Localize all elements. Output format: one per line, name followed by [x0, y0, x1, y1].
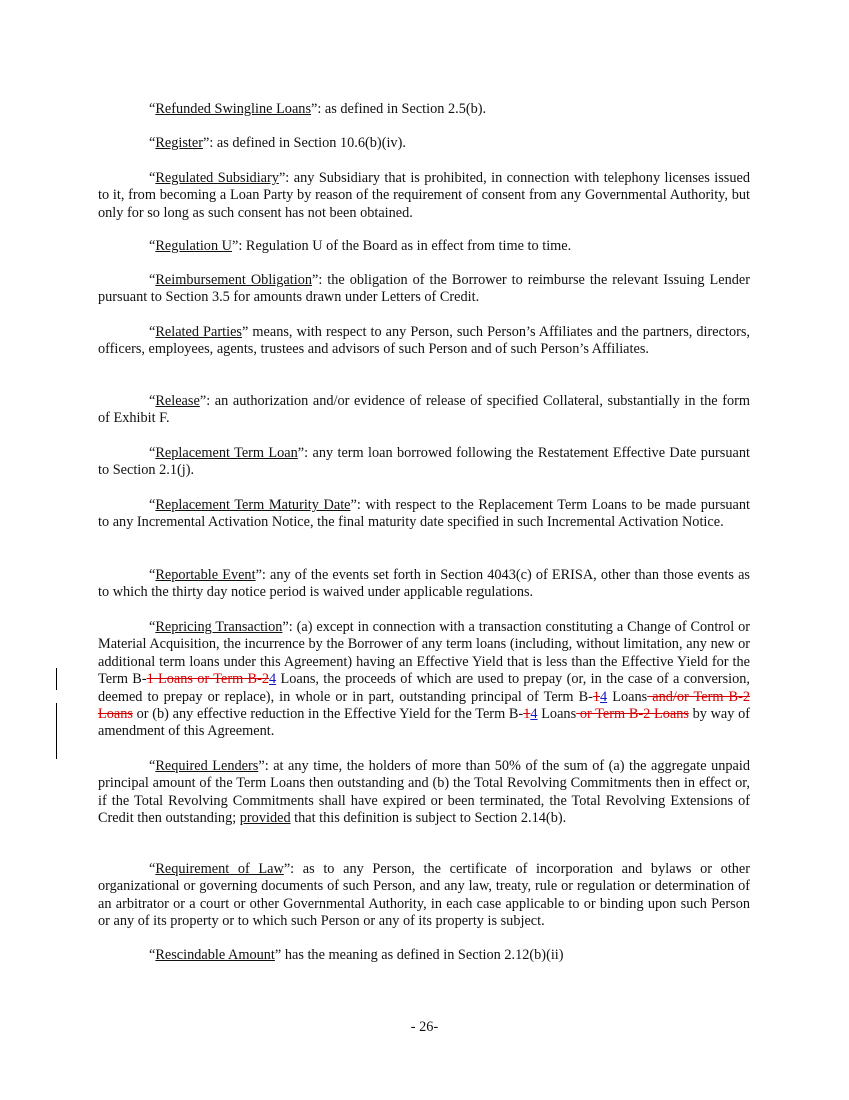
definition-refunded-swingline-loans: “Refunded Swingline Loans”: as defined in Section 2.5(b). — [149, 101, 487, 117]
deleted-text: or Term B-2 Loans — [576, 706, 689, 723]
inserted-text: 4 — [269, 671, 277, 688]
inserted-text: 4 — [530, 706, 538, 723]
defined-term: Replacement Term Loan — [155, 445, 298, 461]
change-bar — [56, 703, 57, 759]
definition-repricing-transaction: “Repricing Transaction”: (a) except in connection with a transaction constituting a Change of Control or Material Acquisition, the incurrence by the Borrower of any term loans (including, without limitation, any new or additional term loans under this Agreement) having an Effective Yield that is less than the Effective Yield for the Term B-1 Loans or Term B-24 Loans, the proceeds of which are used to prepay (or, in the case of a conversion, deemed to prepay or replace), in whole or in part, outstanding principal of Term B-14 Loans and/or Term B-2 Loans or (b) any effective reduction in the Effective Yield for the Term B-14 Loans or Term B-2 Loans by way of amendment of this Agreement. — [98, 619, 751, 740]
defined-term: Related Parties — [155, 324, 242, 340]
page-number: - 26- — [410, 1019, 439, 1035]
definition-required-lenders: “Required Lenders”: at any time, the holders of more than 50% of the sum of (a) the aggregate unpaid principal amount of the Term Loans then outstanding and (b) the Total Revolving Commitments then in effect or, if the Total Revolving Commitments shall have expired or been terminated, the Total Revolving Extensions of Credit then outstanding; provided that this definition is subject to Section 2.14(b). — [98, 758, 751, 827]
definition-replacement-term-maturity-date: “Replacement Term Maturity Date”: with respect to the Replacement Term Loans to be made pursuant to any Incremental Activation Notice, the final maturity date specified in such Incremental Activation Notice. — [98, 497, 751, 531]
inserted-text: 4 — [600, 688, 608, 705]
defined-term: Reportable Event — [155, 567, 256, 583]
defined-term: Release — [155, 393, 200, 409]
change-bar — [56, 668, 57, 690]
definition-regulated-subsidiary: “Regulated Subsidiary”: any Subsidiary that is prohibited, in connection with telephony licenses issued to it, from becoming a Loan Party by reason of the requirement of consent from any Governmental Authority, but only for so long as such consent has not been obtained. — [98, 170, 750, 221]
definition-rescindable-amount: “Rescindable Amount” has the meaning as defined in Section 2.12(b)(ii) — [149, 947, 564, 963]
proviso-term: provided — [239, 810, 291, 827]
definition-reportable-event: “Reportable Event”: any of the events set forth in Section 4043(c) of ERISA, other than those events as to which the thirty day notice period is waived under applicable regulations. — [98, 567, 750, 601]
defined-term: Regulated Subsidiary — [155, 170, 279, 186]
defined-term: Reimbursement Obligation — [155, 272, 312, 288]
deleted-text: 1 — [523, 706, 531, 723]
deleted-text: 1 — [592, 688, 601, 705]
definition-related-parties: “Related Parties” means, with respect to any Person, such Person’s Affiliates and the partners, directors, officers, employees, agents, trustees and advisors of such Person and of such Person’s Affiliates. — [98, 324, 750, 358]
definition-requirement-of-law: “Requirement of Law”: as to any Person, the certificate of incorporation and bylaws or other organizational or governing documents of such Person, and any law, treaty, rule or regulation or determination of an arbitrator or a court or other Governmental Authority, in each case applicable to or binding upon such Person or any of its property or to which such Person or any of its property is subject. — [98, 861, 750, 930]
definition-replacement-term-loan: “Replacement Term Loan”: any term loan borrowed following the Restatement Effective Date pursuant to Section 2.1(j). — [98, 445, 750, 479]
defined-term: Regulation U — [155, 238, 232, 254]
defined-term: Refunded Swingline Loans — [155, 101, 312, 117]
definition-register: “Register”: as defined in Section 10.6(b)(iv). — [149, 135, 406, 151]
definition-reimbursement-obligation: “Reimbursement Obligation”: the obligation of the Borrower to reimburse the relevant Issuing Lender pursuant to Section 3.5 for amounts drawn under Letters of Credit. — [98, 272, 750, 306]
definition-regulation-u: “Regulation U”: Regulation U of the Board as in effect from time to time. — [149, 238, 572, 254]
defined-term: Requirement of Law — [155, 861, 284, 877]
defined-term: Required Lenders — [155, 758, 259, 774]
defined-term: Register — [155, 135, 204, 151]
defined-term: Rescindable Amount — [155, 947, 275, 963]
deleted-text: 1 Loans or Term B-2 — [146, 671, 269, 688]
definition-release: “Release”: an authorization and/or evidence of release of specified Collateral, substantially in the form of Exhibit F. — [98, 393, 750, 427]
defined-term: Replacement Term Maturity Date — [155, 497, 351, 513]
defined-term: Repricing Transaction — [155, 619, 283, 635]
deleted-text: and/or Term B-2 Loans — [98, 688, 750, 723]
